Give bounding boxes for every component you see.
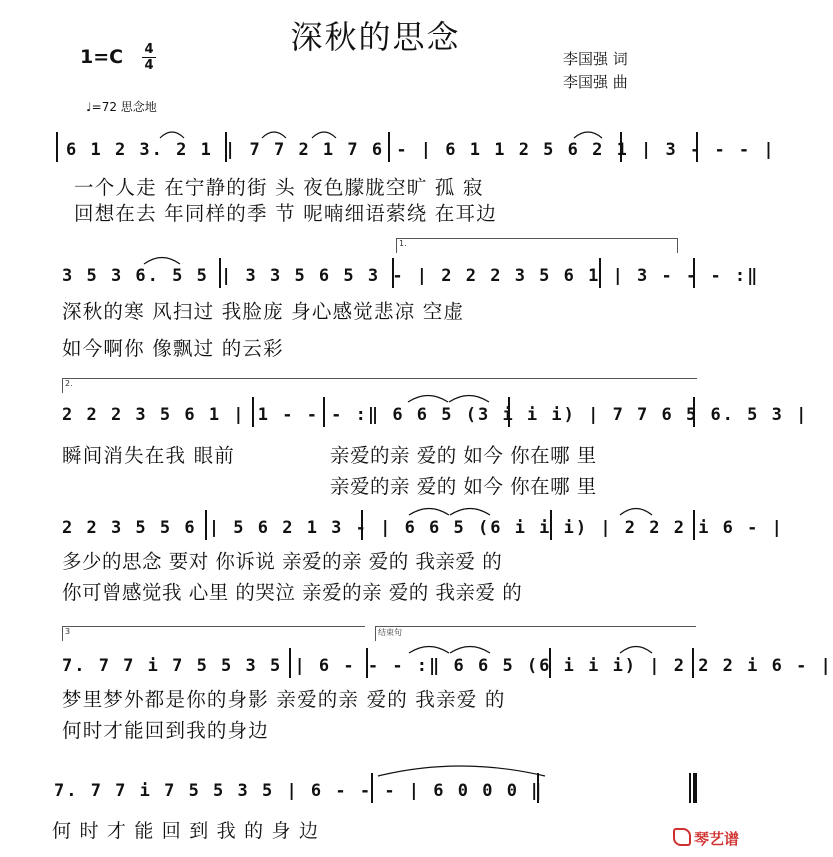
- slur: [620, 647, 652, 654]
- lyric-row-5-verse-2: 何时才能回到我的身边: [62, 719, 270, 742]
- time-signature-top: 4: [144, 42, 154, 57]
- slur: [409, 647, 449, 654]
- watermark: [673, 828, 739, 849]
- slur: [409, 509, 449, 516]
- lyric-row-1-verse-1: 一个人走 在宁静的街 头 夜色朦胧空旷 孤 寂: [74, 176, 484, 199]
- third-ending-label: 3: [65, 627, 71, 636]
- qinyipu-logo-icon: [673, 828, 691, 846]
- slur: [312, 132, 336, 138]
- composer-credit: 李国强 曲: [563, 73, 628, 91]
- slur: [620, 509, 652, 516]
- lyric-row-3-refrain-2: 亲爱的亲 爱的 如今 你在哪 里: [330, 475, 597, 498]
- lyric-row-5-verse-1: 梦里梦外都是你的身影 亲爱的亲 爱的 我亲爱 的: [62, 688, 506, 711]
- lyric-row-3-verse-1: 瞬间消失在我 眼前: [62, 444, 235, 467]
- notation-row-1: 6 1 2 3. 2 1 | 7 7 2 1 7 6 - | 6 1 1 2 5 6 2 1 | 3 - - - |: [66, 140, 776, 160]
- slur: [144, 258, 180, 265]
- slur: [160, 132, 184, 138]
- slur: [449, 396, 489, 403]
- lyric-row-4-verse-1: 多少的思念 要对 你诉说 亲爱的亲 爱的 我亲爱 的: [62, 550, 503, 573]
- slur: [450, 647, 490, 654]
- notation-row-3: 2 2 2 3 5 6 1 | 1 - - - :‖ 6 6 5 (3 i i i) | 7 7 6 5 6. 5 3 |: [62, 405, 809, 425]
- second-ending-label: 2.: [65, 379, 73, 388]
- slur: [262, 132, 286, 138]
- lyricist-credit: 李国强 词: [563, 50, 628, 68]
- notation-row-2: 3 5 3 6. 5 5 | 3 3 5 6 5 3 - | 2 2 2 3 5 6 1 | 3 - - - :‖: [62, 266, 760, 286]
- notation-row-6: 7. 7 7 i 7 5 5 3 5 | 6 - - - | 6 0 0 0 ‖: [54, 781, 544, 801]
- slur: [378, 766, 545, 776]
- lyric-row-2-verse-1: 深秋的寒 风扫过 我脸庞 身心感觉悲凉 空虚: [62, 300, 465, 323]
- slur: [408, 396, 448, 403]
- barlines: [57, 132, 697, 803]
- coda-label: 结束句: [378, 628, 402, 637]
- lyric-row-1-verse-2: 回想在去 年同样的季 节 呢喃细语萦绕 在耳边: [74, 202, 497, 225]
- key-signature: 1=C: [80, 46, 124, 68]
- slur: [450, 509, 490, 516]
- tempo-marking: ♩=72 思念地: [86, 100, 157, 114]
- lyric-row-4-verse-2: 你可曾感觉我 心里 的哭泣 亲爱的亲 爱的 我亲爱 的: [62, 581, 523, 604]
- lyric-row-3-refrain-1: 亲爱的亲 爱的 如今 你在哪 里: [330, 444, 597, 467]
- time-signature-bottom: 4: [144, 58, 154, 73]
- first-ending-label: 1.: [399, 239, 407, 248]
- slur: [574, 132, 602, 138]
- lyric-row-2-verse-2: 如今啊你 像飘过 的云彩: [62, 337, 284, 360]
- lyric-row-6: 何 时 才 能 回 到 我 的 身 边: [52, 820, 320, 842]
- watermark-text: 琴艺谱: [693, 830, 739, 848]
- song-title: 深秋的思念: [290, 18, 461, 56]
- slurs: [144, 132, 652, 776]
- notation-row-4: 2 2 3 5 5 6 | 5 6 2 1 3 - | 6 6 5 (6 i i i) | 2 2 2 i 6 - |: [62, 518, 784, 538]
- notation-row-5: 7. 7 7 i 7 5 5 3 5 | 6 - - - :‖ 6 6 5 (6 i i i) | 2 2 2 i 6 - |: [62, 656, 833, 676]
